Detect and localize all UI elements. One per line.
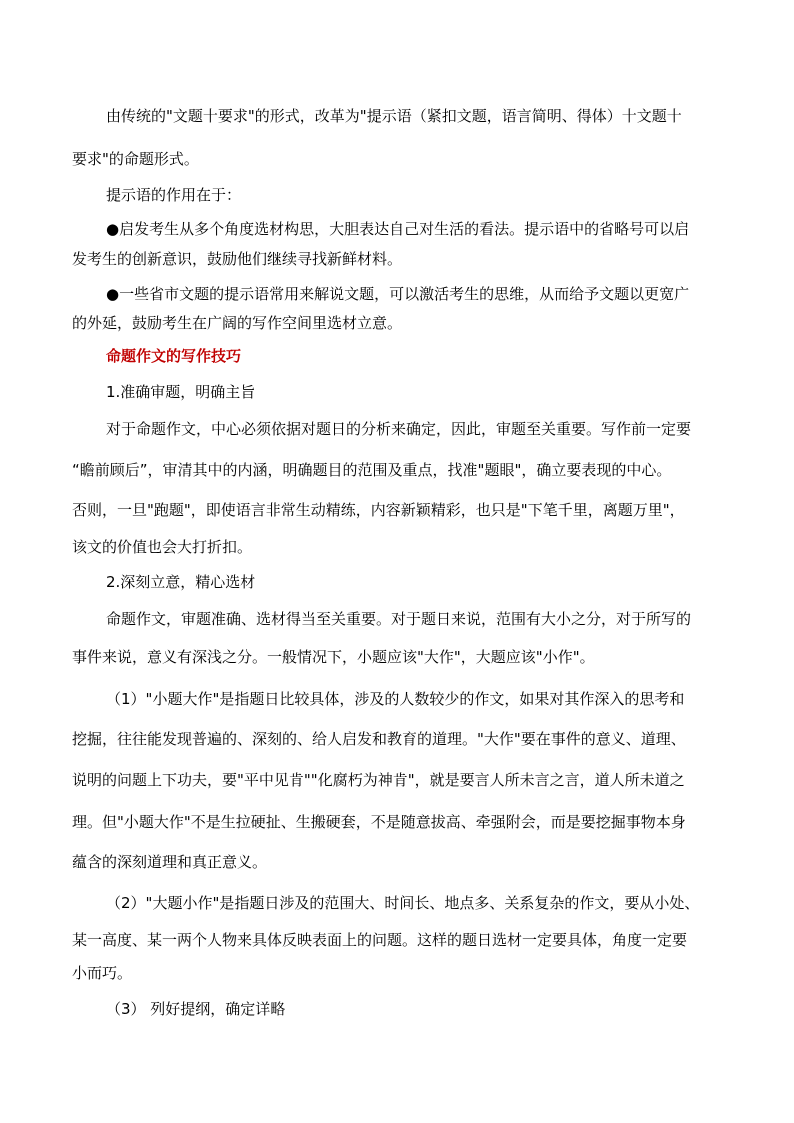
paragraph-item-1-line-3: 说明的问题上下功夫，要"平中见肯""化腐朽为神肯"，就是要言人所未言之言，道人所未道之 bbox=[72, 771, 685, 789]
paragraph-item-3: （3） 列好提纲，确定详略 bbox=[106, 1000, 286, 1018]
bullet-1-line-1: ●启发考生从多个角度选材构思，大胆表达自己对生活的看法。提示语中的省略号可以启 bbox=[106, 220, 690, 238]
paragraph-s1-line-3: 否则，一旦"跑题"，即使语言非常生动精练，内容新颖精彩，也只是"下笔千里，离题万里"， bbox=[72, 501, 685, 519]
bullet-1-line-2: 发考生的创新意识，鼓励他们继续寻找新鲜材料。 bbox=[72, 250, 403, 268]
paragraph-intro-line-2: 要求"的命题形式。 bbox=[72, 150, 199, 168]
paragraph-item-1-line-2: 挖掘，往往能发现普遍的、深刻的、给人启发和教育的道理。"大作"要在事件的意义、道理、 bbox=[72, 730, 686, 748]
paragraph-s2-line-1: 命题作文，审题准确、选材得当至关重要。对于题日来说，范围有大小之分，对于所写的 bbox=[106, 610, 692, 628]
section-heading: 命题作文的写作技巧 bbox=[106, 347, 242, 365]
paragraph-item-2-line-1: （2）"大题小作"是指题日涉及的范围大、时间长、地点多、关系复杂的作文，要从小处、 bbox=[106, 894, 700, 912]
paragraph-item-2-line-3: 小而巧。 bbox=[72, 964, 133, 982]
paragraph-item-1-line-1: （1）"小题大作"是指题日比较具体，涉及的人数较少的作文，如果对其作深入的思考和 bbox=[106, 690, 685, 708]
subsection-2-title: 2.深刻立意，精心选材 bbox=[106, 573, 256, 591]
bullet-2-line-2: 的外延，鼓励考生在广阔的写作空间里选材立意。 bbox=[72, 314, 403, 332]
paragraph-s1-line-4: 该文的价值也会大打折扣。 bbox=[72, 538, 253, 556]
bullet-2-line-1: ●一些省市文题的提示语常用来解说文题，可以激活考生的思维，从而给予文题以更宽广 bbox=[106, 285, 690, 303]
paragraph-item-1-line-5: 蕴含的深刻道理和真正意义。 bbox=[72, 853, 268, 871]
paragraph-prompt-role: 提示语的作用在于： bbox=[106, 186, 242, 204]
subsection-1-title: 1.准确审题，明确主旨 bbox=[106, 383, 256, 401]
paragraph-s1-line-1: 对于命题作文，中心必须依据对题日的分析来确定，因此，审题至关重要。写作前一定要 bbox=[106, 420, 692, 438]
paragraph-intro-line-1: 由传统的"文题十要求"的形式，改革为"提示语（紧扣文题，语言简明、得体）十文题十 bbox=[106, 107, 682, 125]
paragraph-item-2-line-2: 某一高度、某一两个人物来具体反映表面上的问题。这样的题日选材一定要具体，角度一定要 bbox=[72, 931, 688, 949]
paragraph-s2-line-2: 事件来说，意义有深浅之分。一般情况下，小题应该"大作"，大题应该"小作"。 bbox=[72, 648, 595, 666]
paragraph-s1-line-2: “瞻前顾后”，审清其中的内涵，明确题目的范围及重点，找准"题眼"，确立要表现的中心。 bbox=[72, 461, 672, 479]
paragraph-item-1-line-4: 理。但"小题大作"不是生拉硬扯、生搬硬套，不是随意拔高、牵强附会，而是要挖掘事物本身 bbox=[72, 813, 686, 831]
